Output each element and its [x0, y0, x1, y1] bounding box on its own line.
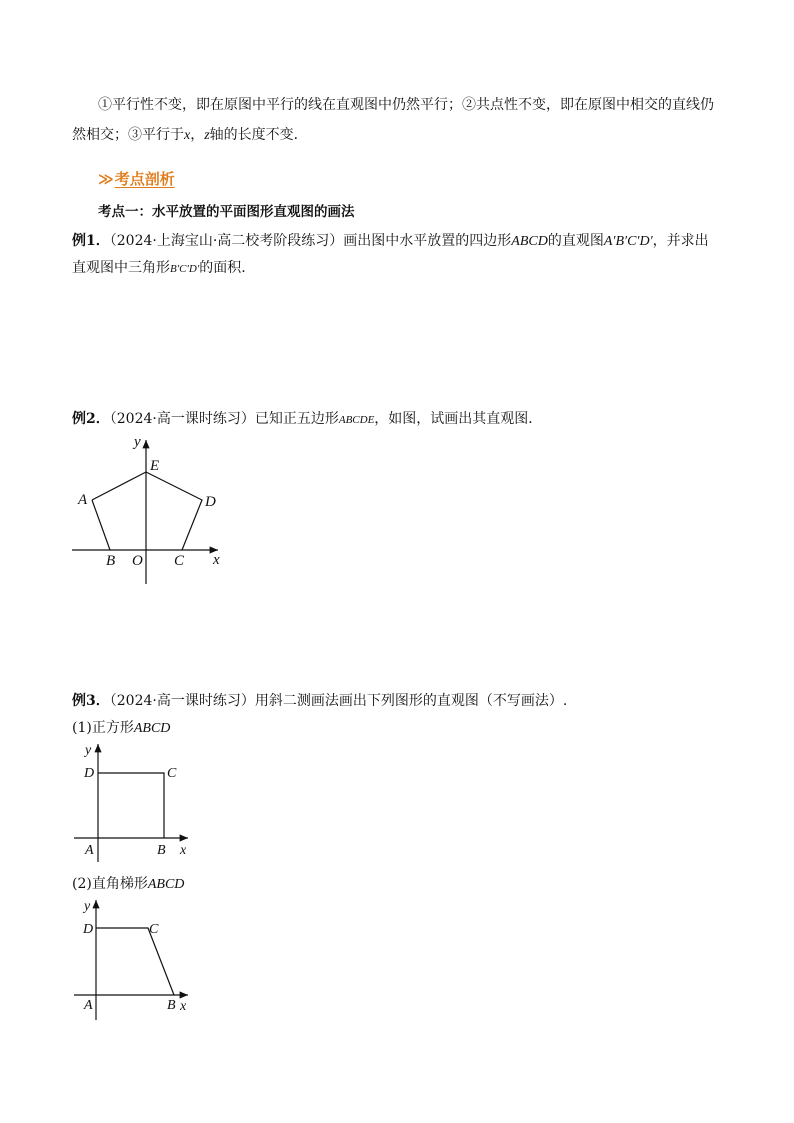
point-label-d: D	[84, 766, 95, 781]
topic-heading: 考点一：水平放置的平面图形直观图的画法	[98, 204, 355, 220]
intro-text: ①平行性不变，即在原图中平行的线在直观图中仍然平行；②共点性不变，即在原图中相交的直线仍	[98, 97, 714, 113]
example-1-line-1	[72, 232, 709, 251]
point-label-d: D	[83, 922, 94, 937]
math-var: ABCD	[133, 721, 171, 736]
example-label: 例3．	[72, 693, 110, 709]
example-text: （2024·上海宝山·高二校考阶段练习）画出图中水平放置的四边形	[109, 233, 512, 249]
x-axis-label: x	[180, 843, 187, 858]
point-label-c: C	[174, 553, 185, 569]
example-2-line-1	[72, 410, 542, 429]
math-var: ABCD	[511, 234, 548, 249]
example-text: ，并求出	[652, 233, 709, 249]
square-figure	[72, 740, 196, 864]
point-label-a: A	[78, 492, 88, 508]
point-label-e: E	[150, 458, 160, 474]
math-var: x	[184, 128, 191, 143]
trapezoid-edges	[96, 928, 174, 995]
point-label-a: A	[85, 843, 94, 858]
y-axis-label: y	[134, 434, 141, 450]
math-var: ABCDE	[338, 414, 375, 426]
pentagon-edges	[92, 472, 202, 550]
example-1-line-2	[72, 259, 246, 278]
pentagon-edge-ab	[92, 500, 110, 550]
math-var: A′B′C′D′	[603, 234, 653, 249]
example-3-part-2	[72, 875, 184, 894]
intro-text: 轴的长度不变．	[209, 127, 308, 143]
part-label: (1)正方形	[72, 720, 134, 736]
y-axis-label: y	[85, 743, 92, 758]
part-label: (2)直角梯形	[72, 876, 148, 892]
point-label-b: B	[167, 998, 176, 1013]
pentagon-figure	[66, 432, 236, 588]
math-var: ABCD	[147, 877, 185, 892]
intro-text: ，	[190, 127, 205, 143]
y-axis-label: y	[84, 899, 91, 914]
intro-text: 然相交；③平行于	[72, 127, 184, 143]
point-label-d: D	[205, 494, 216, 510]
intro-line-2	[72, 126, 308, 145]
section-heading	[98, 168, 175, 189]
point-label-b: B	[157, 843, 166, 858]
point-label-o: O	[132, 553, 143, 569]
example-text: （2024·高一课时练习）用斜二测画法画出下列图形的直观图（不写画法）.	[109, 693, 568, 709]
math-var: z	[204, 128, 210, 143]
point-label-c: C	[149, 922, 159, 937]
math-var: B′C′D′	[170, 263, 200, 275]
example-3-line-1	[72, 692, 567, 710]
intro-line-1	[98, 96, 714, 114]
point-label-c: C	[167, 766, 177, 781]
example-text: （2024·高一课时练习）已知正五边形	[109, 411, 339, 427]
point-label-b: B	[106, 553, 116, 569]
example-text: 的直观图	[547, 233, 604, 249]
example-text: 的面积.	[199, 260, 246, 276]
trapezoid-figure	[72, 896, 196, 1022]
square-edges	[98, 773, 164, 838]
x-axis-label: x	[213, 552, 220, 568]
example-3-part-1	[72, 719, 170, 738]
section-title: 考点剖析	[114, 170, 175, 188]
point-label-a: A	[84, 998, 93, 1013]
x-axis-label: x	[180, 999, 187, 1014]
example-label: 例2．	[72, 411, 110, 427]
example-text: ，如图，试画出其直观图．	[374, 411, 543, 427]
example-label: 例1．	[72, 233, 110, 249]
example-text: 直观图中三角形	[72, 260, 170, 276]
double-chevron-right-icon: ≫	[98, 170, 111, 188]
